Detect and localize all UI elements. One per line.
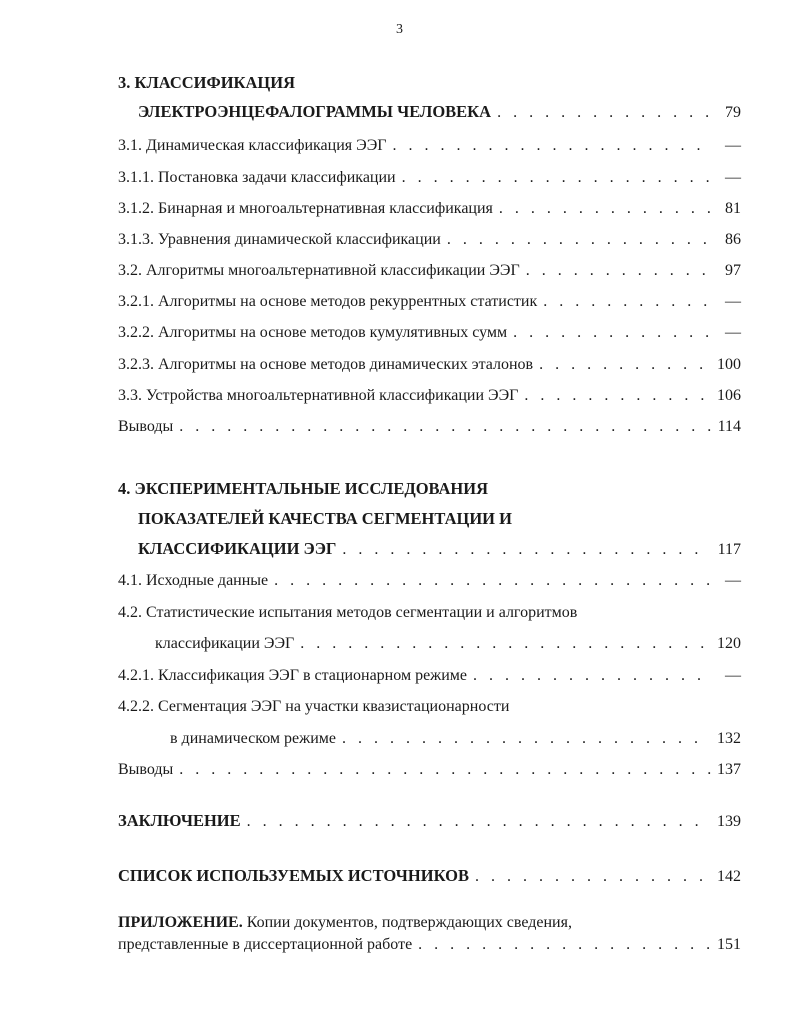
dot-leader [402, 168, 711, 188]
section-3-heading [138, 102, 741, 123]
appendix-page: 151 [717, 936, 741, 953]
toc-entry [118, 292, 741, 312]
toc-entry [170, 729, 741, 749]
dot-leader [300, 634, 711, 654]
toc-entry-title: 3.1. Динамическая классификация ЭЭГ [118, 137, 387, 154]
toc-entry-title: в динамическом режиме [170, 730, 336, 747]
toc-entry [118, 230, 741, 250]
toc-entry [118, 666, 741, 686]
dot-leader [342, 729, 711, 749]
toc-entry-page: 120 [717, 635, 741, 652]
toc-entry-title: 3.2.1. Алгоритмы на основе методов рекуррентных статистик [118, 293, 538, 310]
toc-entry-page: — [725, 293, 741, 310]
section-4-heading-title: КЛАССИФИКАЦИИ ЭЭГ [138, 539, 337, 558]
toc-entry-page: 81 [725, 200, 741, 217]
dot-leader [179, 417, 711, 437]
toc-entry [118, 261, 741, 281]
toc-entry-page: 97 [725, 262, 741, 279]
toc-entry-title: Выводы [118, 418, 174, 435]
appendix-text-line2: представленные в диссертационной работе [118, 936, 413, 953]
toc-entry [155, 634, 741, 654]
dot-leader [447, 230, 711, 250]
toc-entry [118, 168, 741, 188]
toc-entry-title: 3.1.2. Бинарная и многоальтернативная классификация [118, 200, 493, 217]
conclusion-page: 139 [717, 813, 741, 830]
toc-entry-title: классификации ЭЭГ [155, 635, 295, 652]
toc-entry [118, 417, 741, 437]
toc-entry-page: — [725, 137, 741, 154]
page-number: 3 [396, 22, 403, 37]
section-4-heading-page: 117 [717, 541, 741, 558]
section-3-heading-page: 79 [725, 104, 741, 121]
toc-entry-title: 3.2.3. Алгоритмы на основе методов динамических эталонов [118, 356, 534, 373]
references-title: СПИСОК ИСПОЛЬЗУЕМЫХ ИСТОЧНИКОВ [118, 866, 469, 885]
toc-entry-page: 132 [717, 730, 741, 747]
toc-entry-title-line1: 4.2. Статистические испытания методов сегментации и алгоритмов [118, 604, 578, 621]
toc-entry-title: 3.2. Алгоритмы многоальтернативной классификации ЭЭГ [118, 262, 520, 279]
toc-entry [118, 571, 741, 591]
toc-entry-page: 106 [717, 387, 741, 404]
references-page: 142 [717, 868, 741, 885]
dot-leader [524, 386, 711, 406]
toc-entry-page: 86 [725, 231, 741, 248]
dot-leader [473, 666, 711, 686]
references-entry [118, 866, 741, 887]
toc-entry-title: 4.2.1. Классификация ЭЭГ в стационарном режиме [118, 667, 468, 684]
dot-leader [499, 199, 711, 219]
dot-leader [274, 571, 711, 591]
toc-entry-page: — [725, 667, 741, 684]
appendix-entry [118, 935, 741, 955]
toc-entry-title: 3.3. Устройства многоальтернативной классификации ЭЭГ [118, 387, 519, 404]
dot-leader [497, 103, 711, 123]
toc-entry-page: — [725, 169, 741, 186]
dot-leader [342, 540, 711, 560]
section-3-heading-title: ЭЛЕКТРОЭНЦЕФАЛОГРАММЫ ЧЕЛОВЕКА [138, 102, 492, 121]
toc-entry [118, 323, 741, 343]
toc-entry-title: Выводы [118, 761, 174, 778]
toc-entry-title: 3.2.2. Алгоритмы на основе методов кумулятивных сумм [118, 324, 508, 341]
section-4-heading-line2: ПОКАЗАТЕЛЕЙ КАЧЕСТВА СЕГМЕНТАЦИИ И [138, 509, 512, 528]
toc-entry-title: 4.1. Исходные данные [118, 572, 269, 589]
conclusion-entry [118, 811, 741, 832]
section-4-heading-line1: 4. ЭКСПЕРИМЕНТАЛЬНЫЕ ИССЛЕДОВАНИЯ [118, 479, 489, 498]
dot-leader [539, 355, 711, 375]
toc-entry-page: 137 [717, 761, 741, 778]
toc-entry [118, 355, 741, 375]
toc-entry [118, 386, 741, 406]
section-4-heading [138, 539, 741, 560]
dot-leader [418, 935, 711, 955]
dot-leader [543, 292, 711, 312]
toc-entry-title: 3.1.3. Уравнения динамической классификации [118, 231, 441, 248]
appendix-text-line1: Копии документов, подтверждающих сведения, [242, 914, 572, 931]
appendix-label: ПРИЛОЖЕНИЕ. [118, 914, 243, 931]
toc-entry [118, 760, 741, 780]
toc-entry [118, 136, 741, 156]
toc-entry [118, 199, 741, 219]
dot-leader [513, 323, 711, 343]
dot-leader [475, 867, 711, 887]
appendix-line1 [118, 913, 572, 933]
section-3-heading-line1: 3. КЛАССИФИКАЦИЯ [118, 73, 295, 92]
toc-entry-page: — [725, 572, 741, 589]
dot-leader [247, 812, 711, 832]
dot-leader [393, 136, 711, 156]
dot-leader [526, 261, 711, 281]
dot-leader [179, 760, 711, 780]
toc-entry-page: — [725, 324, 741, 341]
toc-entry-title: 3.1.1. Постановка задачи классификации [118, 169, 396, 186]
toc-entry-page: 100 [717, 356, 741, 373]
toc-entry-title-line1: 4.2.2. Сегментация ЭЭГ на участки квазистационарности [118, 698, 510, 715]
toc-entry-page: 114 [717, 418, 741, 435]
conclusion-title: ЗАКЛЮЧЕНИЕ [118, 811, 241, 830]
